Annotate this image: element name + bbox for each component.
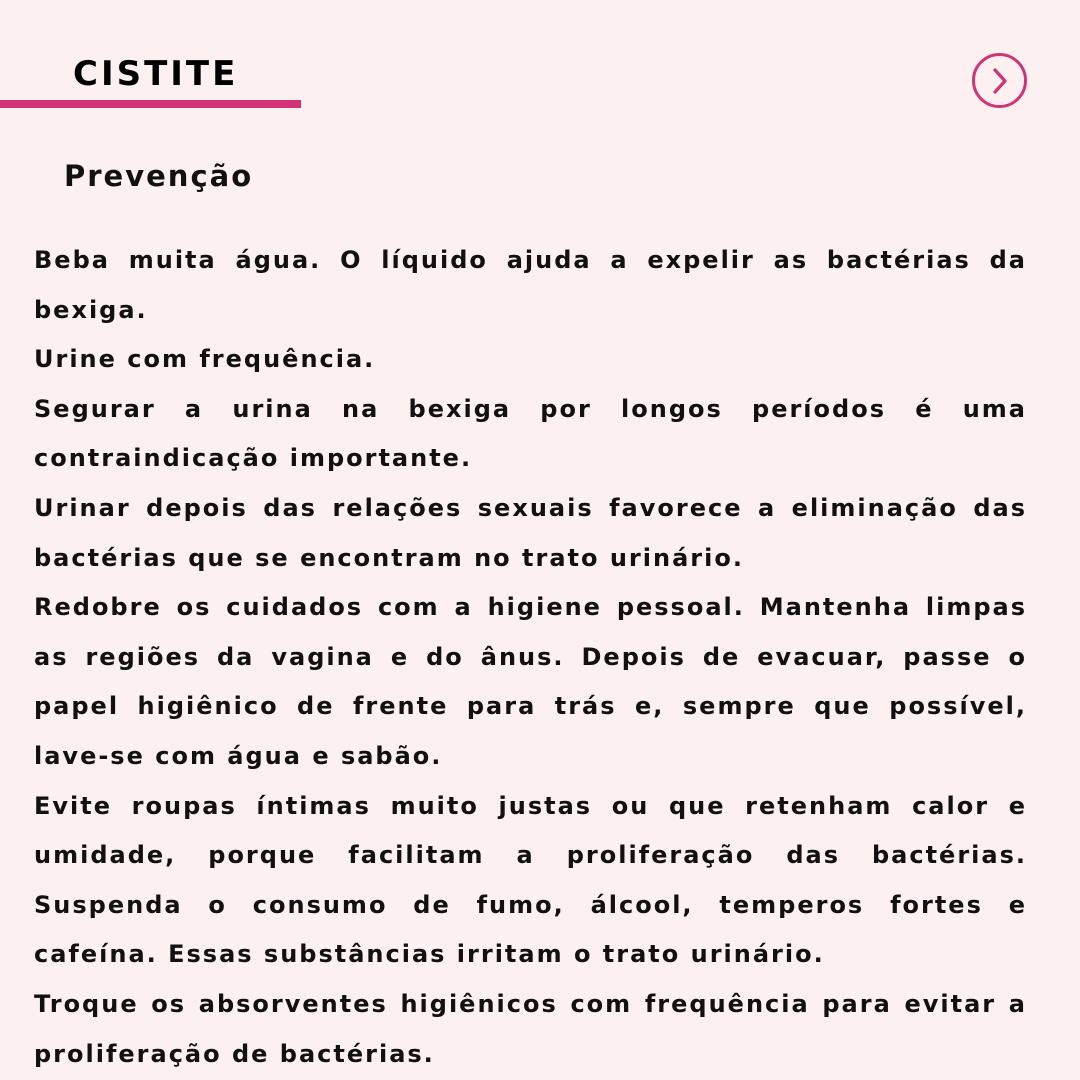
page-title: CISTITE	[73, 54, 239, 94]
paragraph-absorbents: Troque os absorventes higiênicos com frequência para evitar a proliferação de bactérias.	[34, 989, 1027, 1068]
prevention-text	[34, 236, 1027, 1079]
paragraph-after-intercourse: Urinar depois das relações sexuais favorece a eliminação das bactérias que se encontram no trato urinário.	[34, 493, 1027, 572]
section-subtitle: Prevenção	[64, 159, 254, 193]
title-underline	[0, 100, 301, 108]
paragraph-holding-urine: Segurar a urina na bexiga por longos períodos é uma contraindicação importante.	[34, 394, 1027, 473]
paragraph-water: Beba muita água. O líquido ajuda a expelir as bactérias da bexiga.	[34, 246, 1027, 324]
chevron-right-icon	[990, 67, 1010, 95]
next-button[interactable]	[972, 53, 1027, 108]
paragraph-clothing: Evite roupas íntimas muito justas ou que retenham calor e umidade, porque facilitam a proliferação das bactérias. Suspenda o consumo de fumo, álcool, temperos fortes e cafeína. Essas substâncias irritam o trato urinário.	[34, 791, 1027, 969]
paragraph-hygiene: Redobre os cuidados com a higiene pessoal. Mantenha limpas as regiões da vagina e do ânus. Depois de evacuar, passe o papel higiênico de frente para trás e, sempre que possível, lave-se com água e sabão.	[34, 593, 1027, 770]
paragraph-urinate-often: Urine com frequência.	[34, 345, 376, 374]
